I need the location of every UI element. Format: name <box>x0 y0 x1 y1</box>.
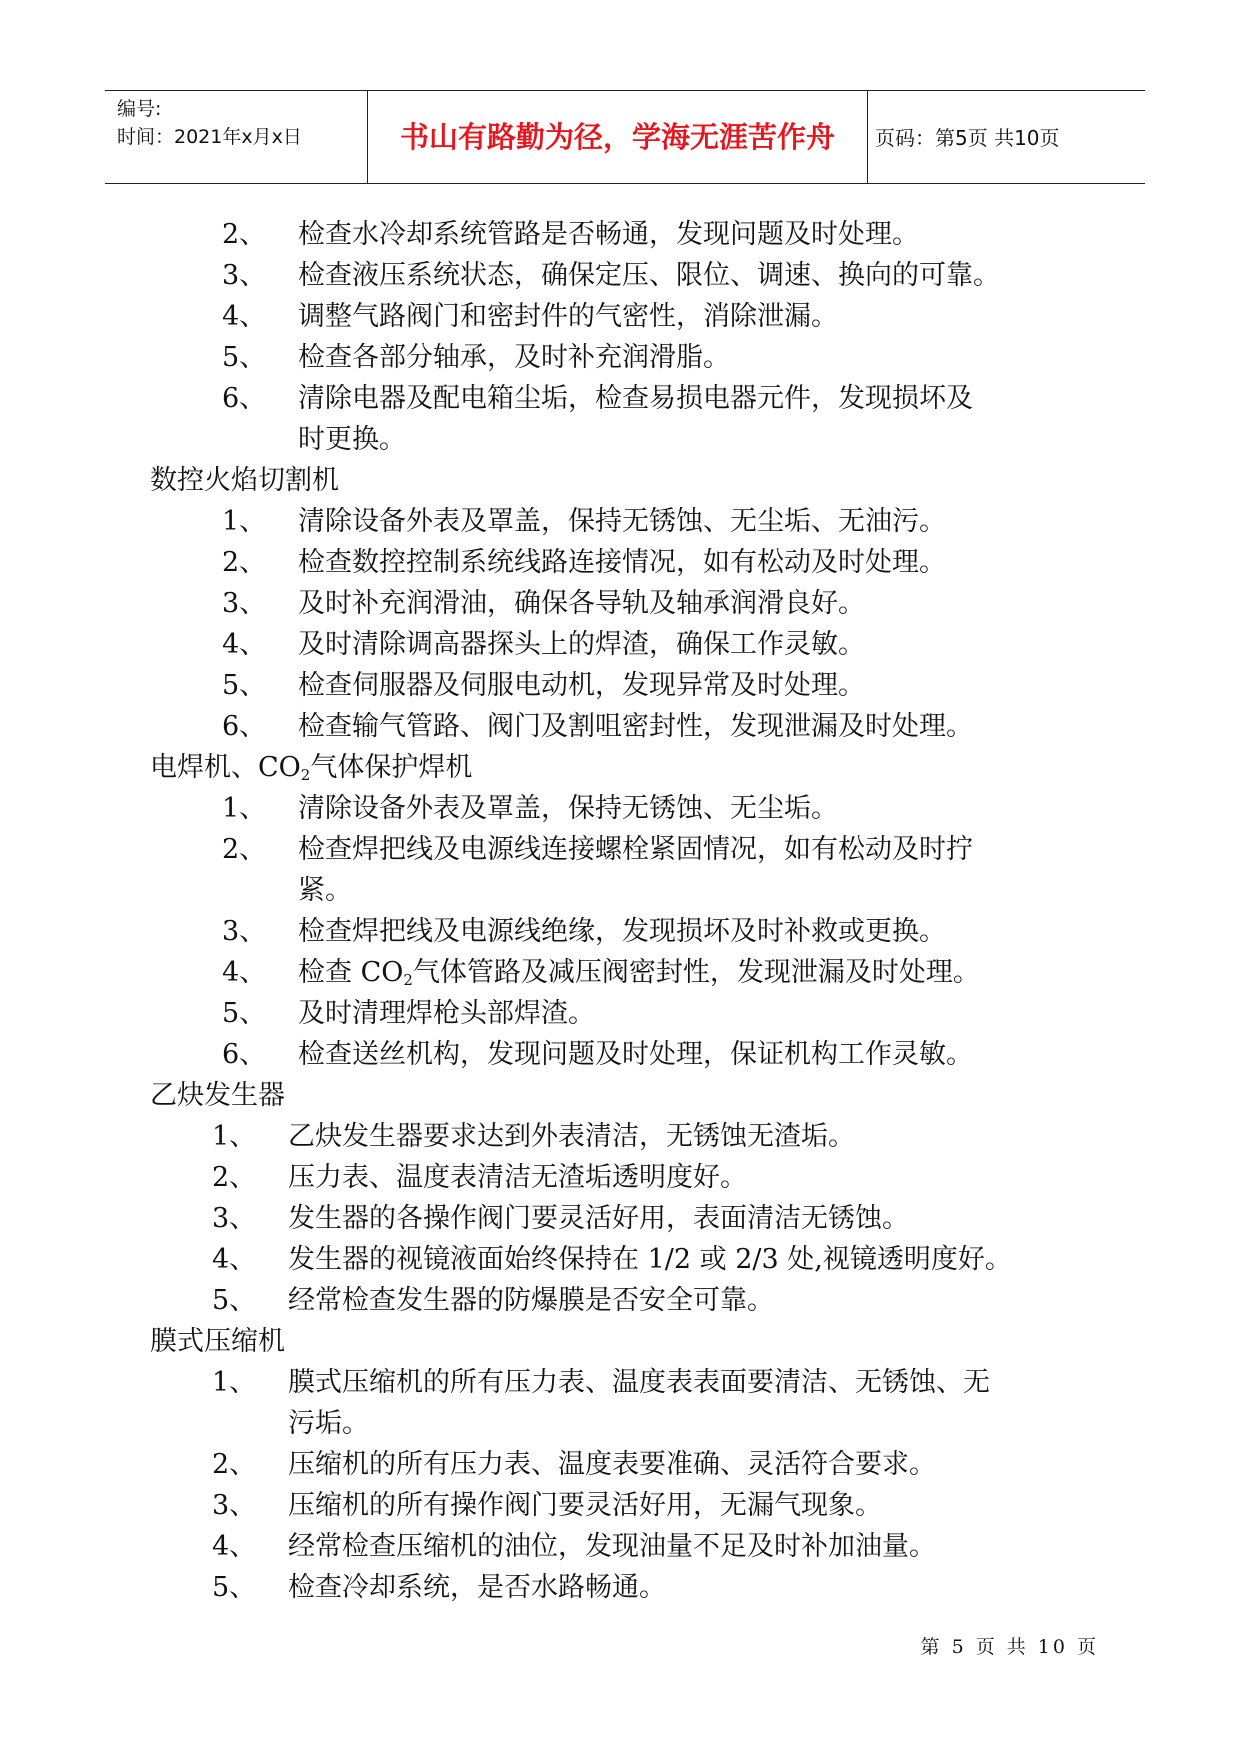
item-text-continuation: 紧。 <box>298 875 352 906</box>
item-number: 3、 <box>222 588 267 619</box>
item-text: 检查伺服器及伺服电动机，发现异常及时处理。 <box>298 670 865 701</box>
item-text: 膜式压缩机的所有压力表、温度表表面要清洁、无锈蚀、无 <box>288 1367 990 1398</box>
list-item <box>0 993 1241 1034</box>
item-text: 检查水冷却系统管路是否畅通，发现问题及时处理。 <box>298 219 919 250</box>
list-item <box>0 542 1241 583</box>
item-number: 1、 <box>212 1367 257 1398</box>
item-text: 压缩机的所有压力表、温度表要准确、灵活符合要求。 <box>288 1449 936 1480</box>
item-number: 5、 <box>222 670 267 701</box>
subscript: 2 <box>403 971 413 989</box>
list-item <box>0 378 1241 419</box>
item-number: 6、 <box>222 383 267 414</box>
section-heading: 数控火焰切割机 <box>150 465 339 496</box>
subscript: 2 <box>300 766 311 784</box>
header-motto: 书山有路勤为径，学海无涯苦作舟 <box>399 120 835 154</box>
item-number: 4、 <box>222 301 267 332</box>
list-item <box>0 1034 1241 1075</box>
document-time-label: 时间：2021年x月x日 <box>117 126 302 148</box>
item-number: 4、 <box>212 1531 257 1562</box>
page-header <box>105 90 1145 184</box>
list-item <box>0 1116 1241 1157</box>
item-number: 5、 <box>222 998 267 1029</box>
item-number: 2、 <box>222 219 267 250</box>
list-item <box>0 1567 1241 1608</box>
item-number: 1、 <box>212 1121 257 1152</box>
section-heading: 乙炔发生器 <box>150 1080 285 1111</box>
item-number: 2、 <box>212 1449 257 1480</box>
list-item <box>0 1362 1241 1403</box>
item-text: 经常检查压缩机的油位，发现油量不足及时补加油量。 <box>288 1531 936 1562</box>
list-item <box>0 214 1241 255</box>
item-text: 及时清理焊枪头部焊渣。 <box>298 998 595 1029</box>
list-item <box>0 1485 1241 1526</box>
list-item <box>0 706 1241 747</box>
list-item <box>0 296 1241 337</box>
item-text: 及时补充润滑油，确保各导轨及轴承润滑良好。 <box>298 588 865 619</box>
item-number: 5、 <box>222 342 267 373</box>
list-item <box>0 952 1241 993</box>
item-text: 压力表、温度表清洁无渣垢透明度好。 <box>288 1162 747 1193</box>
item-number: 2、 <box>212 1162 257 1193</box>
list-item <box>0 1280 1241 1321</box>
document-number-label: 编号: <box>117 98 162 120</box>
item-text: 检查焊把线及电源线绝缘，发现损坏及时补救或更换。 <box>298 916 946 947</box>
list-item <box>0 665 1241 706</box>
heading-text: 电焊机、CO <box>150 752 301 783</box>
list-item <box>0 788 1241 829</box>
item-number: 1、 <box>222 793 267 824</box>
item-text: 清除设备外表及罩盖，保持无锈蚀、无尘垢。 <box>298 793 838 824</box>
list-item-continuation <box>0 419 1241 460</box>
item-text: 清除设备外表及罩盖，保持无锈蚀、无尘垢、无油污。 <box>298 506 946 537</box>
page-footer: 第 5 页 共 10 页 <box>920 1636 1099 1658</box>
document-body <box>0 214 1241 1608</box>
item-number: 4、 <box>212 1244 257 1275</box>
item-text: 检查输气管路、阀门及割咀密封性，发现泄漏及时处理。 <box>298 711 973 742</box>
item-number: 4、 <box>222 629 267 660</box>
list-item <box>0 1526 1241 1567</box>
list-item <box>0 1198 1241 1239</box>
list-item <box>0 583 1241 624</box>
item-number: 5、 <box>212 1285 257 1316</box>
header-meta <box>117 95 302 151</box>
section-heading: 膜式压缩机 <box>150 1326 285 1357</box>
item-text: 检查各部分轴承，及时补充润滑脂。 <box>298 342 730 373</box>
item-number: 4、 <box>222 957 267 988</box>
item-text: 检查数控控制系统线路连接情况，如有松动及时处理。 <box>298 547 946 578</box>
header-divider-left <box>367 91 368 183</box>
heading-text: 气体保护焊机 <box>310 752 473 783</box>
item-number: 2、 <box>222 547 267 578</box>
item-text-continuation: 污垢。 <box>288 1408 369 1439</box>
item-text: 检查送丝机构，发现问题及时处理，保证机构工作灵敏。 <box>298 1039 973 1070</box>
list-item <box>0 911 1241 952</box>
header-divider-right <box>867 91 868 183</box>
item-text: 检查液压系统状态，确保定压、限位、调速、换向的可靠。 <box>298 260 1000 291</box>
item-text-continuation: 时更换。 <box>298 424 406 455</box>
item-text-part: 检查 CO <box>298 957 404 988</box>
item-text: 经常检查发生器的防爆膜是否安全可靠。 <box>288 1285 774 1316</box>
list-item-continuation <box>0 870 1241 911</box>
list-item <box>0 337 1241 378</box>
item-number: 6、 <box>222 1039 267 1070</box>
list-item <box>0 1157 1241 1198</box>
item-text: 检查焊把线及电源线连接螺栓紧固情况，如有松动及时拧 <box>298 834 973 865</box>
item-text-part: 气体管路及减压阀密封性，发现泄漏及时处理。 <box>412 957 980 988</box>
section-heading <box>0 747 1241 788</box>
header-page-label: 页码：第5页 共10页 <box>875 126 1060 150</box>
item-number: 3、 <box>212 1490 257 1521</box>
item-number: 5、 <box>212 1572 257 1603</box>
item-text: 发生器的视镜液面始终保持在 1/2 或 2/3 处,视镜透明度好。 <box>288 1244 1012 1275</box>
item-text: 发生器的各操作阀门要灵活好用，表面清洁无锈蚀。 <box>288 1203 909 1234</box>
item-text: 及时清除调高器探头上的焊渣，确保工作灵敏。 <box>298 629 865 660</box>
list-item <box>0 624 1241 665</box>
list-item <box>0 501 1241 542</box>
item-text: 乙炔发生器要求达到外表清洁，无锈蚀无渣垢。 <box>288 1121 855 1152</box>
list-item <box>0 255 1241 296</box>
item-number: 3、 <box>212 1203 257 1234</box>
list-item <box>0 1239 1241 1280</box>
item-number: 2、 <box>222 834 267 865</box>
item-text: 清除电器及配电箱尘垢，检查易损电器元件，发现损坏及 <box>298 383 973 414</box>
item-number: 6、 <box>222 711 267 742</box>
item-text: 调整气路阀门和密封件的气密性，消除泄漏。 <box>298 301 838 332</box>
item-text: 检查冷却系统，是否水路畅通。 <box>288 1572 666 1603</box>
item-text <box>298 952 980 993</box>
item-number: 3、 <box>222 916 267 947</box>
list-item <box>0 1444 1241 1485</box>
list-item <box>0 829 1241 870</box>
item-number: 3、 <box>222 260 267 291</box>
list-item-continuation <box>0 1403 1241 1444</box>
item-number: 1、 <box>222 506 267 537</box>
item-text: 压缩机的所有操作阀门要灵活好用，无漏气现象。 <box>288 1490 882 1521</box>
